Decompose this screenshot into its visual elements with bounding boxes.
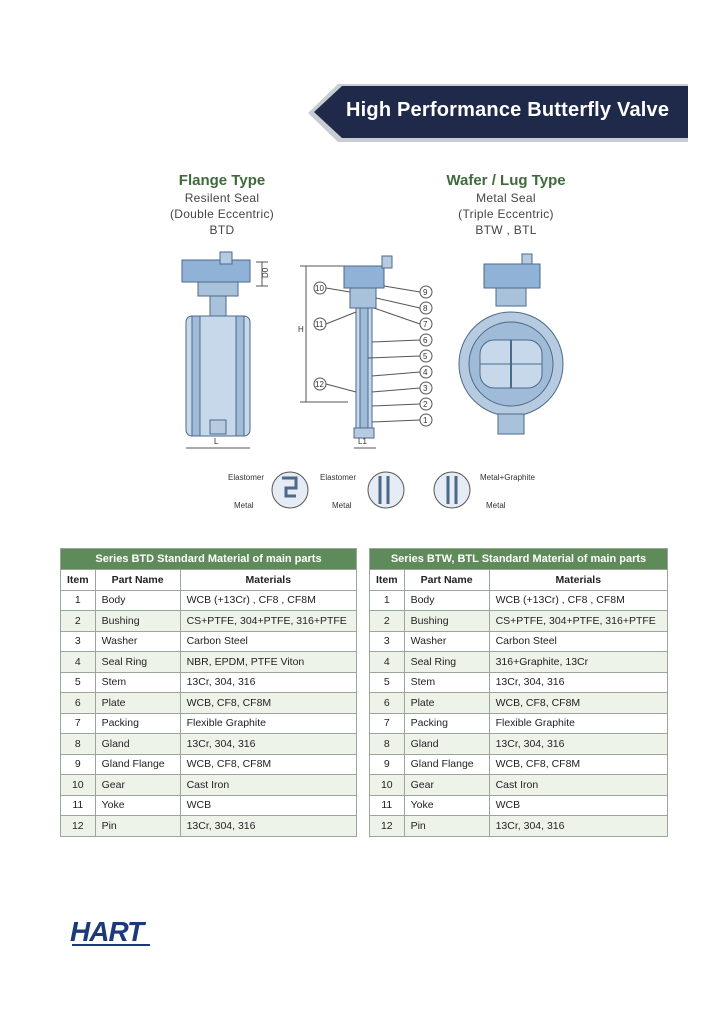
material-cell: CS+PTFE, 304+PTFE, 316+PTFE (489, 611, 667, 632)
seal-details (228, 464, 548, 516)
part-name-cell: Gland Flange (404, 754, 489, 775)
material-cell: WCB, CF8, CF8M (489, 754, 667, 775)
seal3-top-label: Metal+Graphite (480, 473, 535, 482)
material-cell: CS+PTFE, 304+PTFE, 316+PTFE (180, 611, 356, 632)
table-row (370, 611, 668, 632)
callout-9: 9 (423, 288, 428, 297)
wafer-seal-type: Metal Seal (476, 191, 536, 205)
item-cell: 10 (61, 775, 96, 796)
logo-text: HART (70, 916, 144, 947)
material-cell: Carbon Steel (489, 631, 667, 652)
part-name-cell: Gear (95, 775, 180, 796)
callout-12: 12 (315, 380, 324, 389)
wafer-lug-type-title: Wafer / Lug Type (446, 172, 566, 189)
dim-l: L (214, 437, 219, 446)
item-cell: 1 (61, 590, 96, 611)
seal3-bottom-label: Metal (486, 501, 506, 510)
material-cell: WCB, CF8, CF8M (180, 754, 356, 775)
table-row (61, 775, 357, 796)
table-row (370, 590, 668, 611)
material-cell: Cast Iron (180, 775, 356, 796)
seal1-top-label: Elastomer (228, 473, 265, 482)
flange-seal-type: Resilent Seal (184, 191, 260, 205)
part-name-cell: Plate (95, 693, 180, 714)
material-cell: WCB (+13Cr) , CF8 , CF8M (180, 590, 356, 611)
col-item: Item (61, 570, 96, 591)
item-cell: 1 (370, 590, 405, 611)
material-cell: Carbon Steel (180, 631, 356, 652)
table-row (61, 672, 357, 693)
material-cell: NBR, EPDM, PTFE Viton (180, 652, 356, 673)
part-name-cell: Gland (95, 734, 180, 755)
item-cell: 4 (370, 652, 405, 673)
material-cell: 13Cr, 304, 316 (180, 672, 356, 693)
flange-valve-drawing (176, 250, 286, 460)
seal-detail-1 (228, 472, 308, 510)
material-cell: 13Cr, 304, 316 (180, 734, 356, 755)
flange-eccentric: (Double Eccentric) (169, 207, 275, 221)
table-row (61, 795, 357, 816)
table-row (370, 713, 668, 734)
table-row (370, 775, 668, 796)
col-part-name: Part Name (95, 570, 180, 591)
callout-2: 2 (423, 400, 428, 409)
table-row (61, 713, 357, 734)
section-valve-drawing (296, 252, 446, 462)
item-cell: 3 (61, 631, 96, 652)
material-cell: 316+Graphite, 13Cr (489, 652, 667, 673)
table-btd-header: Series BTD Standard Material of main parts (61, 549, 357, 570)
table-row (370, 795, 668, 816)
material-cell: 13Cr, 304, 316 (180, 816, 356, 837)
item-cell: 5 (370, 672, 405, 693)
part-name-cell: Gear (404, 775, 489, 796)
col-item: Item (370, 570, 405, 591)
item-cell: 3 (370, 631, 405, 652)
material-cell: WCB (489, 795, 667, 816)
callouts-right (368, 286, 432, 426)
material-cell: WCB (+13Cr) , CF8 , CF8M (489, 590, 667, 611)
table-row (61, 754, 357, 775)
table-row (61, 816, 357, 837)
material-cell: WCB (180, 795, 356, 816)
item-cell: 12 (370, 816, 405, 837)
callout-11: 11 (315, 320, 324, 329)
item-cell: 2 (61, 611, 96, 632)
seal2-top-label: Elastomer (320, 473, 357, 482)
item-cell: 8 (61, 734, 96, 755)
callout-8: 8 (423, 304, 428, 313)
dim-l1: L1 (358, 437, 367, 446)
item-cell: 11 (370, 795, 405, 816)
table-row (61, 631, 357, 652)
part-name-cell: Yoke (404, 795, 489, 816)
part-name-cell: Bushing (404, 611, 489, 632)
hart-logo (70, 916, 156, 948)
table-row (61, 734, 357, 755)
table-row (370, 693, 668, 714)
col-part-name: Part Name (404, 570, 489, 591)
table-row (370, 734, 668, 755)
item-cell: 2 (370, 611, 405, 632)
callout-6: 6 (423, 336, 428, 345)
material-cell: Cast Iron (489, 775, 667, 796)
logo-underline (70, 916, 156, 948)
title-banner (308, 82, 688, 144)
part-name-cell: Bushing (95, 611, 180, 632)
part-name-cell: Seal Ring (404, 652, 489, 673)
flange-type-heading (122, 172, 322, 238)
item-cell: 10 (370, 775, 405, 796)
flange-type-title: Flange Type (178, 172, 266, 189)
table-row (61, 693, 357, 714)
part-name-cell: Gland (404, 734, 489, 755)
callout-4: 4 (423, 368, 428, 377)
table-btd (60, 548, 357, 837)
table-row (370, 631, 668, 652)
part-name-cell: Plate (404, 693, 489, 714)
table-row (370, 652, 668, 673)
part-name-cell: Packing (95, 713, 180, 734)
table-row (370, 754, 668, 775)
page-title: High Performance Butterfly Valve (346, 99, 670, 121)
col-materials: Materials (489, 570, 667, 591)
flange-model: BTD (209, 223, 235, 237)
material-cell: WCB, CF8, CF8M (180, 693, 356, 714)
part-name-cell: Seal Ring (95, 652, 180, 673)
item-cell: 4 (61, 652, 96, 673)
item-cell: 8 (370, 734, 405, 755)
table-btd-body (61, 590, 357, 836)
material-cell: 13Cr, 304, 316 (489, 734, 667, 755)
callout-5: 5 (423, 352, 428, 361)
item-cell: 6 (61, 693, 96, 714)
table-row (370, 672, 668, 693)
item-cell: 11 (61, 795, 96, 816)
part-name-cell: Body (404, 590, 489, 611)
table-row (61, 652, 357, 673)
material-cell: Flexible Graphite (180, 713, 356, 734)
part-name-cell: Packing (404, 713, 489, 734)
table-btw-body (370, 590, 668, 836)
table-row (61, 590, 357, 611)
part-name-cell: Washer (404, 631, 489, 652)
callout-1: 1 (423, 416, 428, 425)
table-row (370, 816, 668, 837)
material-cell: 13Cr, 304, 316 (489, 816, 667, 837)
material-cell: Flexible Graphite (489, 713, 667, 734)
wafer-lug-type-heading (406, 172, 606, 238)
item-cell: 6 (370, 693, 405, 714)
part-name-cell: Gland Flange (95, 754, 180, 775)
part-name-cell: Pin (404, 816, 489, 837)
part-name-cell: Washer (95, 631, 180, 652)
table-row (61, 611, 357, 632)
callout-7: 7 (423, 320, 428, 329)
seal-detail-3 (434, 472, 535, 510)
wafer-model: BTW , BTL (475, 223, 537, 237)
item-cell: 9 (61, 754, 96, 775)
wafer-eccentric: (Triple Eccentric) (458, 207, 554, 221)
part-name-cell: Yoke (95, 795, 180, 816)
item-cell: 5 (61, 672, 96, 693)
item-cell: 12 (61, 816, 96, 837)
item-cell: 9 (370, 754, 405, 775)
table-btw (369, 548, 668, 837)
part-name-cell: Stem (404, 672, 489, 693)
seal1-bottom-label: Metal (234, 501, 254, 510)
item-cell: 7 (61, 713, 96, 734)
col-materials: Materials (180, 570, 356, 591)
part-name-cell: Pin (95, 816, 180, 837)
wafer-valve-drawing (456, 250, 566, 450)
material-cell: WCB, CF8, CF8M (489, 693, 667, 714)
part-name-cell: Stem (95, 672, 180, 693)
material-cell: 13Cr, 304, 316 (489, 672, 667, 693)
dim-h: H (298, 325, 304, 334)
seal2-bottom-label: Metal (332, 501, 352, 510)
seal-detail-2 (320, 472, 404, 510)
callout-3: 3 (423, 384, 428, 393)
item-cell: 7 (370, 713, 405, 734)
dim-d0: D0 (261, 267, 270, 278)
part-name-cell: Body (95, 590, 180, 611)
table-btw-header: Series BTW, BTL Standard Material of main parts (370, 549, 668, 570)
callout-10: 10 (315, 284, 324, 293)
